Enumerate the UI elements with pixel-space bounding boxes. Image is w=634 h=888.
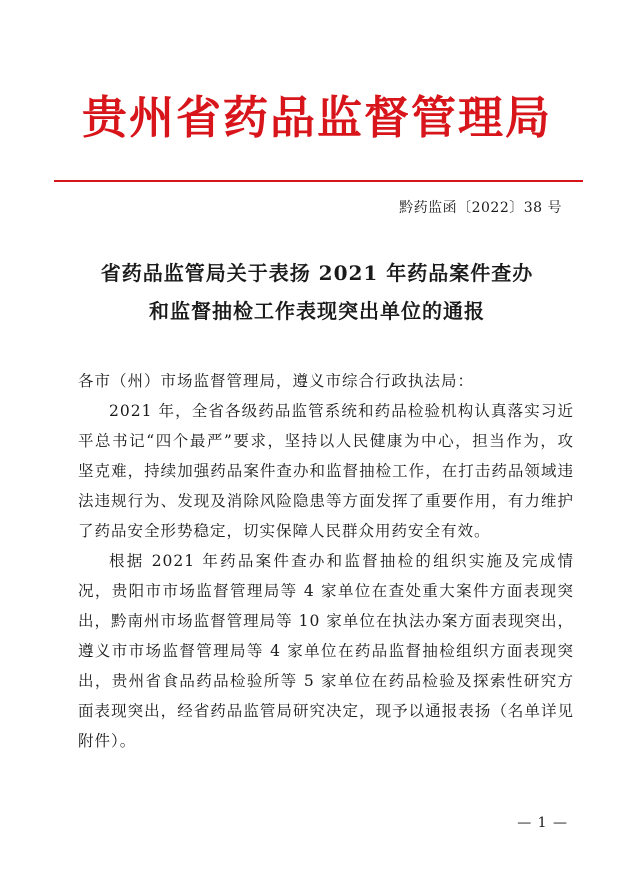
header-red-rule [54, 180, 583, 182]
page-number: — 1 — [517, 815, 568, 831]
salutation: 各市（州）市场监督管理局，遵义市综合行政执法局： [78, 372, 475, 390]
document-body [78, 366, 574, 756]
body-paragraph-1: 2021 年，全省各级药品监管系统和药品检验机构认真落实习近平总书记“四个最严”要求，坚持以人民健康为中心，担当作为，攻坚克难，持续加强药品案件查办和监督抽检工作，在打击药品领域违法违规行为、发现及消除风险隐患等方面发挥了重要作用，有力维护了药品安全形势稳定，切实保障人民群众用药安全有效。 [78, 402, 574, 540]
body-paragraph-2: 根据 2021 年药品案件查办和监督抽检的组织实施及完成情况，贵阳市市场监督管理局等 4 家单位在查处重大案件方面表现突出，黔南州市场监督管理局等 10 家单位在执法办案方面表现突出，遵义市市场监督管理局等 4 家单位在药品监督抽检组织方面表现突出，贵州省食品药品检验所等 5 家单位在药品检验及探索性研究方面表现突出，经省药品监管局研究决定，现予以通报表扬（名单详见附件）。 [78, 552, 574, 750]
document-title-line-1: 省药品监管局关于表扬 2021 年药品案件查办 [100, 261, 534, 285]
document-title [0, 254, 634, 330]
document-number: 黔药监函〔2022〕38 号 [399, 200, 562, 216]
document-title-line-2: 和监督抽检工作表现突出单位的通报 [149, 299, 485, 323]
agency-header-title: 贵州省药品监督管理局 [81, 91, 552, 144]
